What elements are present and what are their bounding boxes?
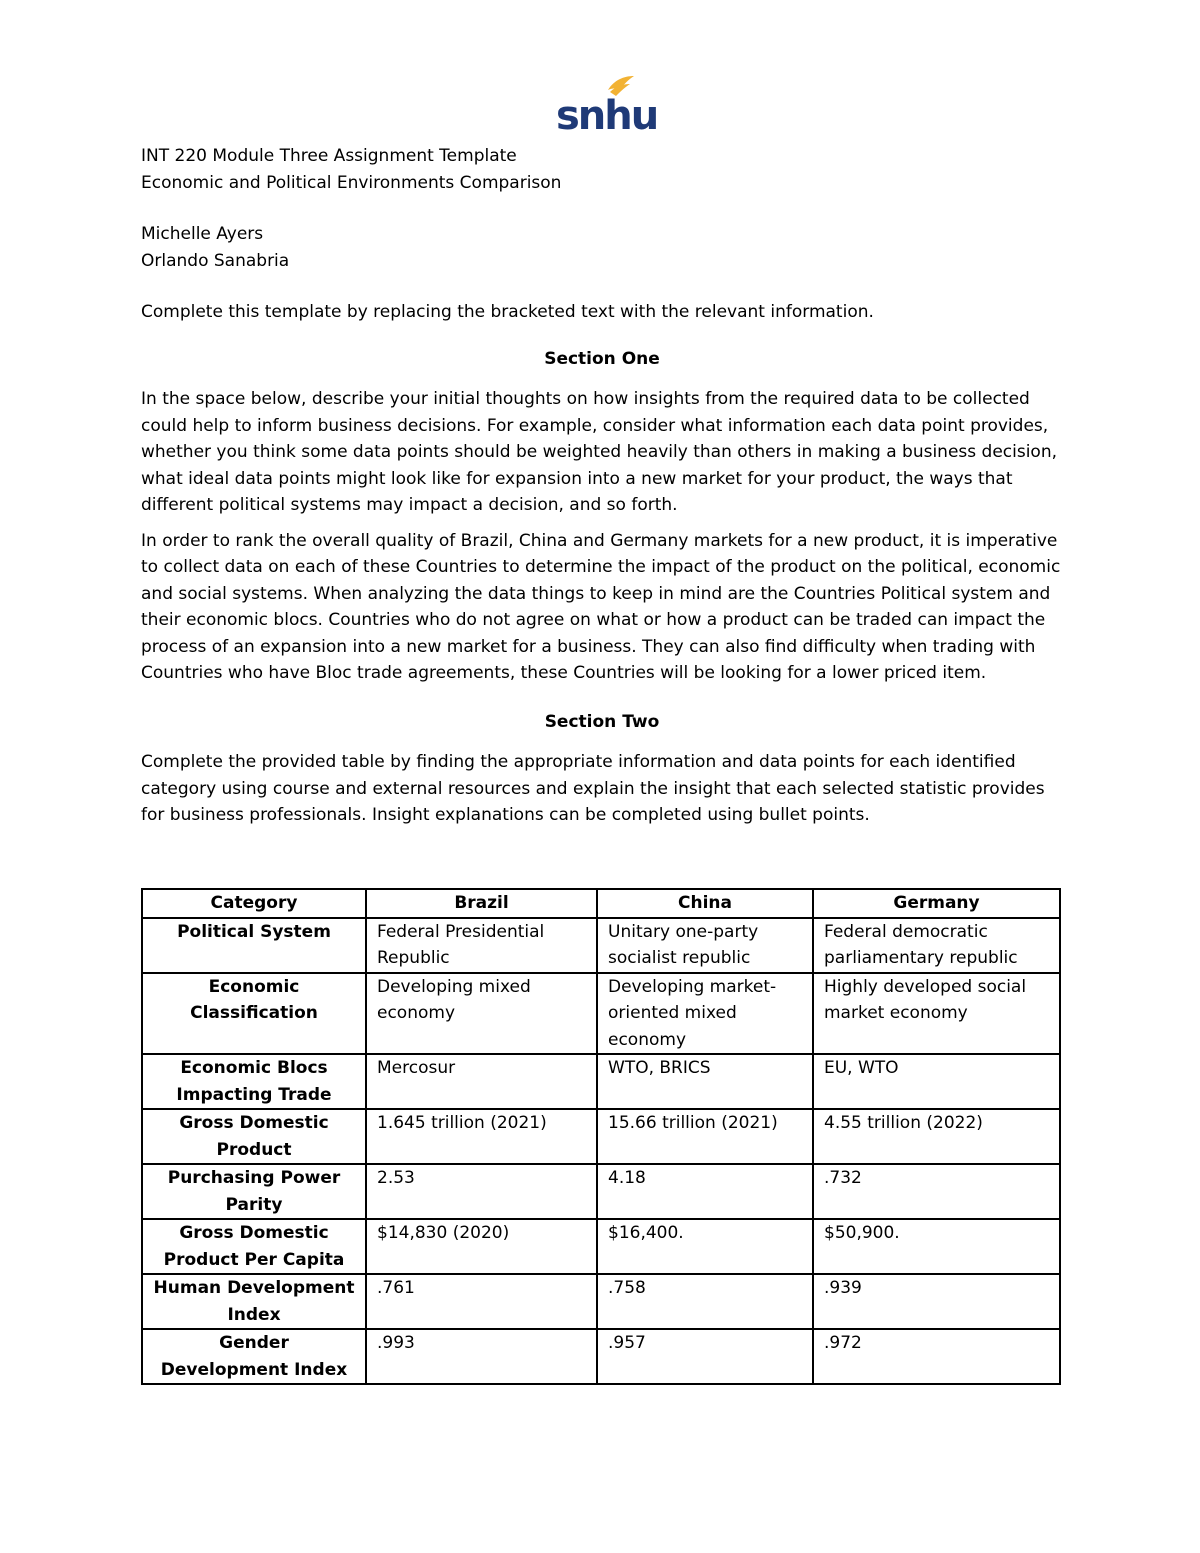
cell-brazil: .761 bbox=[366, 1274, 597, 1329]
header-category: Category bbox=[142, 889, 366, 918]
section-one-response: In order to rank the overall quality of Brazil, China and Germany markets for a new product, it is imperative to collect data on each of these Countries to determine the impact of the product on the political, economic and social systems. When analyzing the data things to keep in mind are the Countries Political system and their economic blocs. Countries who do not agree on what or how a product can be traded can impact the process of an expansion into a new market for a business. They can also find difficulty when trading with Countries who have Bloc trade agreements, these Countries will be looking for a lower priced item. bbox=[141, 530, 1061, 683]
cell-germany: .939 bbox=[813, 1274, 1060, 1329]
table-row bbox=[142, 1109, 1060, 1164]
assignment-subtitle: Economic and Political Environments Comparison bbox=[141, 172, 562, 193]
author-name-1: Michelle Ayers bbox=[141, 224, 264, 244]
comparison-table bbox=[141, 888, 1061, 1385]
table-row bbox=[142, 973, 1060, 1055]
cell-china: $16,400. bbox=[597, 1219, 813, 1274]
table-row bbox=[142, 918, 1060, 973]
row-category: Economic Blocs Impacting Trade bbox=[142, 1054, 366, 1109]
row-category: Purchasing Power Parity bbox=[142, 1164, 366, 1219]
row-category: Economic Classification bbox=[142, 973, 366, 1055]
table-row bbox=[142, 1219, 1060, 1274]
author-name-2: Orlando Sanabria bbox=[141, 250, 290, 271]
row-category: Gross Domestic Product bbox=[142, 1109, 366, 1164]
cell-germany: $50,900. bbox=[813, 1219, 1060, 1274]
cell-china: 4.18 bbox=[597, 1164, 813, 1219]
row-category: Gender Development Index bbox=[142, 1329, 366, 1384]
cell-brazil: Federal Presidential Republic bbox=[366, 918, 597, 973]
table-row bbox=[142, 1274, 1060, 1329]
cell-brazil: Mercosur bbox=[366, 1054, 597, 1109]
row-category: Political System bbox=[142, 918, 366, 973]
cell-germany: 4.55 trillion (2022) bbox=[813, 1109, 1060, 1164]
table-header-row bbox=[142, 889, 1060, 918]
section-one-prompt: In the space below, describe your initial thoughts on how insights from the required data to be collected could help to inform business decisions. For example, consider what information each data point provides, whether you think some data points should be weighted heavily than others in making a business decision, what ideal data points might look like for expansion into a new market for your product, the ways that different political systems may impact a decision, and so forth. bbox=[141, 389, 1058, 515]
cell-china: .758 bbox=[597, 1274, 813, 1329]
cell-germany: EU, WTO bbox=[813, 1054, 1060, 1109]
cell-germany: Federal democratic parliamentary republic bbox=[813, 918, 1060, 973]
header-brazil: Brazil bbox=[366, 889, 597, 918]
cell-germany: .972 bbox=[813, 1329, 1060, 1384]
table-row bbox=[142, 1054, 1060, 1109]
cell-brazil: 2.53 bbox=[366, 1164, 597, 1219]
section-two-prompt: Complete the provided table by finding the appropriate information and data points for each identified category using course and external resources and explain the insight that each selected statistic provides for business professionals. Insight explanations can be completed using bullet points. bbox=[141, 752, 1045, 825]
course-title: INT 220 Module Three Assignment Template bbox=[141, 146, 517, 166]
cell-china: Unitary one-party socialist republic bbox=[597, 918, 813, 973]
row-category: Gross Domestic Product Per Capita bbox=[142, 1219, 366, 1274]
section-two-title: Section Two bbox=[544, 711, 660, 732]
cell-germany: .732 bbox=[813, 1164, 1060, 1219]
cell-brazil: $14,830 (2020) bbox=[366, 1219, 597, 1274]
cell-china: 15.66 trillion (2021) bbox=[597, 1109, 813, 1164]
row-category: Human Development Index bbox=[142, 1274, 366, 1329]
section-one-title: Section One bbox=[544, 348, 660, 369]
header-china: China bbox=[597, 889, 813, 918]
header-germany: Germany bbox=[813, 889, 1060, 918]
cell-brazil: 1.645 trillion (2021) bbox=[366, 1109, 597, 1164]
cell-china: .957 bbox=[597, 1329, 813, 1384]
document-body bbox=[141, 143, 1063, 838]
logo-text: snhu bbox=[556, 93, 658, 139]
cell-brazil: .993 bbox=[366, 1329, 597, 1384]
cell-germany: Highly developed social market economy bbox=[813, 973, 1060, 1055]
instructions: Complete this template by replacing the bracketed text with the relevant information. bbox=[141, 302, 874, 322]
cell-china: Developing market-oriented mixed economy bbox=[597, 973, 813, 1055]
snhu-logo bbox=[556, 72, 658, 139]
cell-china: WTO, BRICS bbox=[597, 1054, 813, 1109]
table-row bbox=[142, 1164, 1060, 1219]
table-row bbox=[142, 1329, 1060, 1384]
cell-brazil: Developing mixed economy bbox=[366, 973, 597, 1055]
